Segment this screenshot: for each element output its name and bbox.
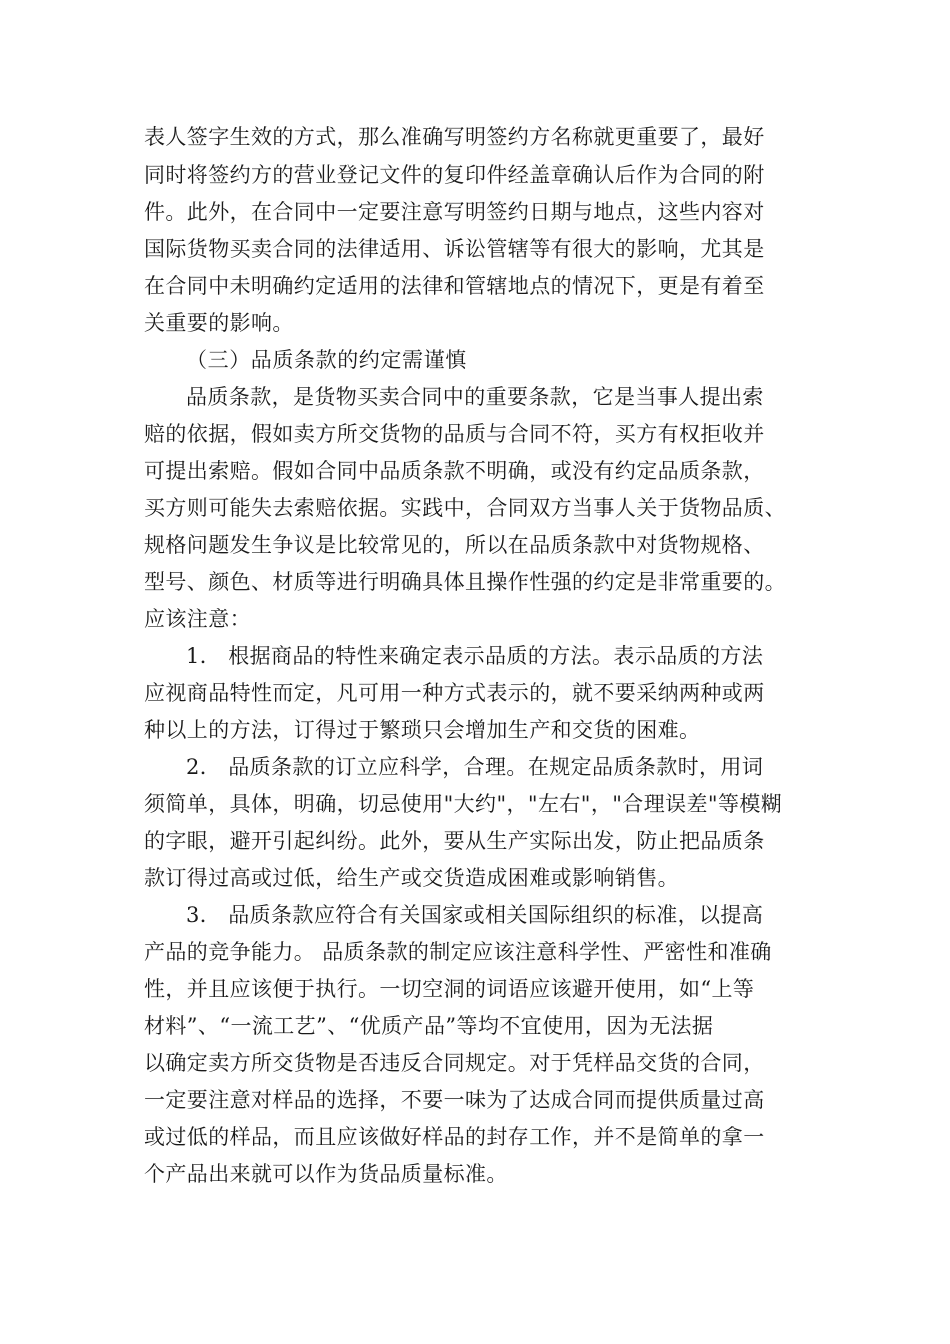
text-line: 可提出索赔。假如合同中品质条款不明确，或没有约定品质条款， — [144, 459, 765, 483]
list-item-2-first-line: 2． 品质条款的订立应科学，合理。在规定品质条款时，用词 — [186, 755, 764, 779]
text-line: 买方则可能失去索赔依据。实践中，合同双方当事人关于货物品质、 — [144, 496, 786, 520]
text-line: 同时将签约方的营业登记文件的复印件经盖章确认后作为合同的附 — [144, 163, 765, 187]
text-line: 在合同中未明确约定适用的法律和管辖地点的情况下，更是有着至 — [144, 274, 765, 298]
text-line: 产品的竞争能力。 品质条款的制定应该注意科学性、严密性和准确 — [144, 940, 772, 964]
text-line: 的字眼，避开引起纠纷。此外，要从生产实际出发，防止把品质条 — [144, 829, 765, 853]
text-line: 须简单，具体，明确，切忌使用"大约"，"左右"，"合理误差"等模糊 — [144, 792, 783, 816]
list-item-3-first-line: 3． 品质条款应符合有关国家或相关国际组织的标准，以提高 — [186, 903, 764, 927]
text-line: 种以上的方法，订得过于繁琐只会增加生产和交货的困难。 — [144, 718, 701, 742]
text-line: 以确定卖方所交货物是否违反合同规定。对于凭样品交货的合同， — [144, 1051, 765, 1075]
text-line: 个产品出来就可以作为货品质量标准。 — [144, 1162, 508, 1186]
text-line: 赔的依据，假如卖方所交货物的品质与合同不符，买方有权拒收并 — [144, 422, 765, 446]
text-line: 一定要注意对样品的选择，不要一味为了达成合同而提供质量过高 — [144, 1088, 765, 1112]
text-line: 国际货物买卖合同的法律适用、诉讼管辖等有很大的影响，尤其是 — [144, 237, 765, 261]
text-line: 应该注意： — [144, 607, 251, 631]
text-line: 材料”、“一流工艺”、“优质产品”等均不宜使用，因为无法据 — [144, 1014, 714, 1038]
text-line: 应视商品特性而定，凡可用一种方式表示的，就不要采纳两种或两 — [144, 681, 765, 705]
text-line: 表人签字生效的方式，那么准确写明签约方名称就更重要了，最好 — [144, 125, 765, 149]
text-line: 件。此外，在合同中一定要注意写明签约日期与地点，这些内容对 — [144, 200, 765, 224]
list-item-1-first-line: 1． 根据商品的特性来确定表示品质的方法。表示品质的方法 — [186, 644, 764, 668]
text-line: 性，并且应该便于执行。一切空洞的词语应该避开使用，如“上等 — [144, 977, 755, 1001]
text-line: 关重要的影响。 — [144, 311, 294, 335]
text-line: 或过低的样品，而且应该做好样品的封存工作，并不是简单的拿一 — [144, 1125, 765, 1149]
paragraph-first-line: 品质条款，是货物买卖合同中的重要条款，它是当事人提出索 — [186, 385, 764, 409]
text-line: 型号、颜色、材质等进行明确具体且操作性强的约定是非常重要的。 — [144, 570, 786, 594]
text-line: 规格问题发生争议是比较常见的，所以在品质条款中对货物规格、 — [144, 533, 765, 557]
text-line: 款订得过高或过低，给生产或交货造成困难或影响销售。 — [144, 866, 679, 890]
section-heading: （三）品质条款的约定需谨慎 — [186, 348, 467, 372]
